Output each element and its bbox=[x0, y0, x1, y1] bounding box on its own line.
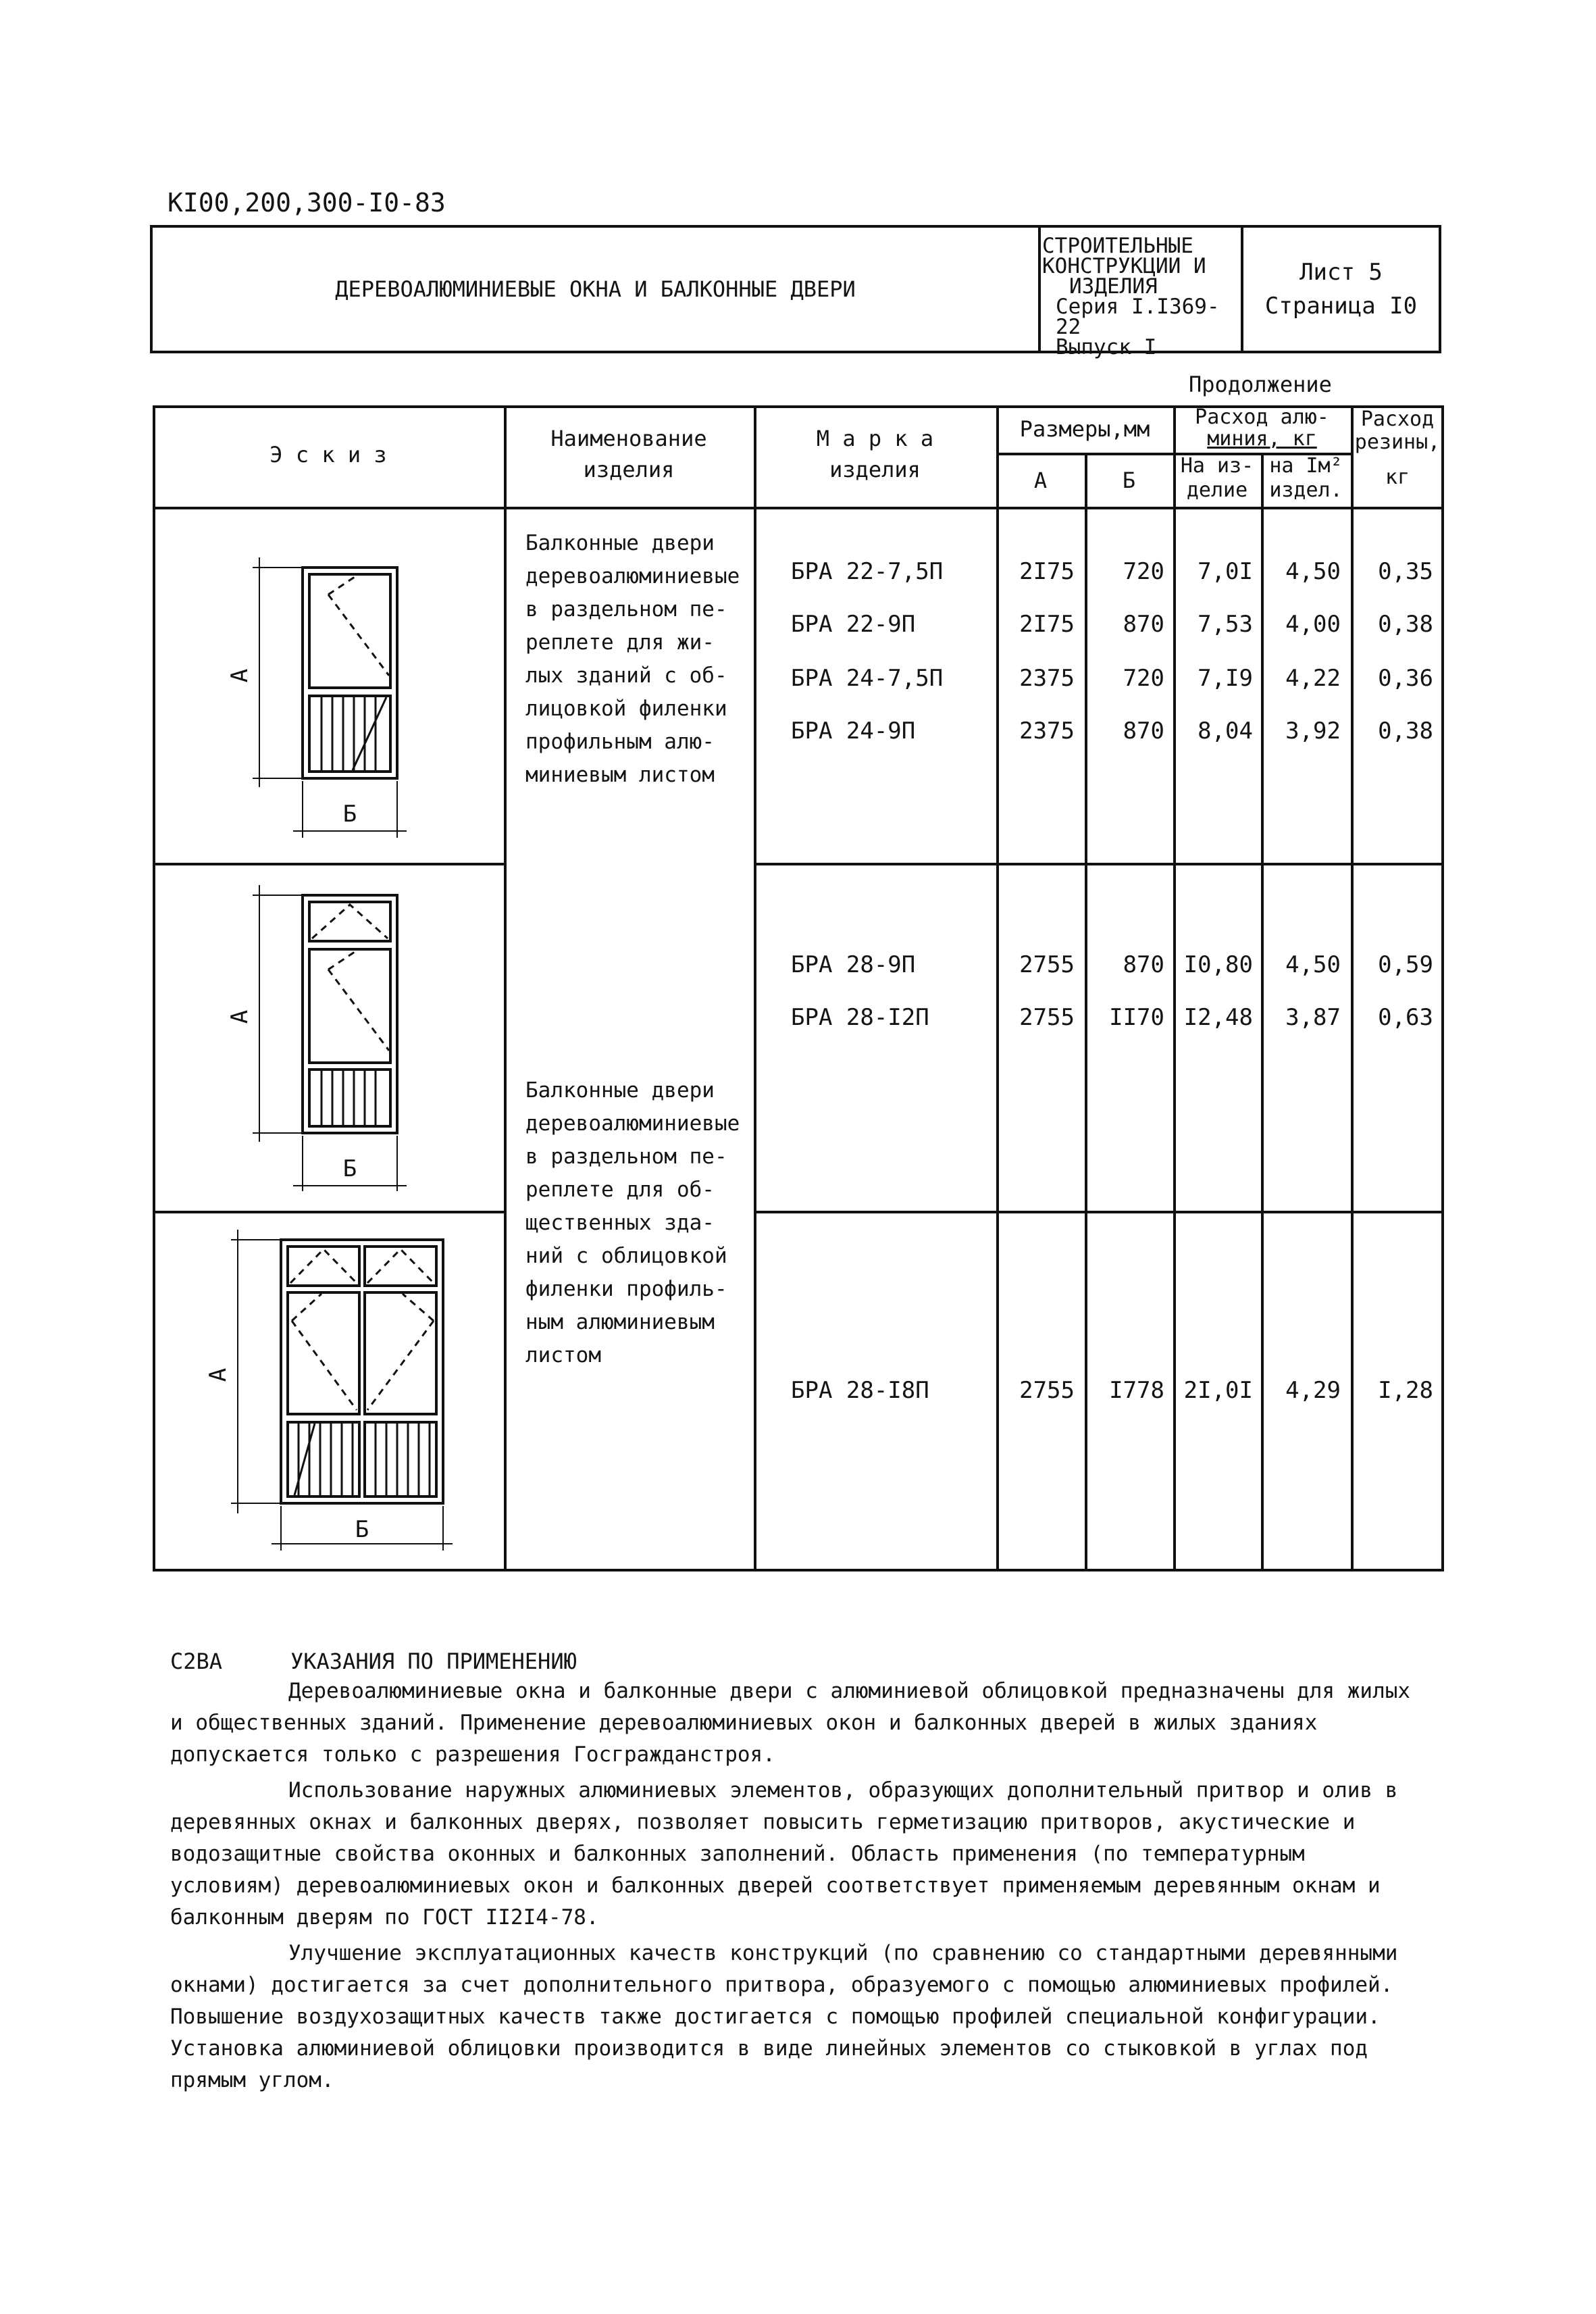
row-alu-item: 2I,0I bbox=[1183, 1377, 1253, 1404]
products-table bbox=[153, 405, 1444, 1571]
series-line: КОНСТРУКЦИИ И bbox=[1042, 254, 1206, 278]
row-alu-m2: 4,50 bbox=[1285, 951, 1341, 978]
row-rubber: 0,38 bbox=[1378, 611, 1433, 638]
instruction-paragraph: Использование наружных алюминиевых элементов, образующих дополнительный притвор и олив в деревянных окнах и балконных дверях, позволяет повысить герметизацию притворов, акустические и водозащитные свойства оконных и балконных заполнений. Область применения (по температурным условиям) деревоалюминиевых окон и балконных дверей соответствует применяемым деревянным окнам и балконным дверям по ГОСТ II2I4-78. bbox=[170, 1778, 1398, 1930]
row-size-a: 2755 bbox=[1019, 1377, 1075, 1404]
header-size-a: А bbox=[1033, 468, 1048, 493]
group1-name bbox=[525, 527, 755, 792]
name-line: ний с облицовкой bbox=[525, 1244, 727, 1268]
name-line: филенки профиль- bbox=[525, 1277, 727, 1301]
row-rubber: 0,59 bbox=[1378, 951, 1433, 978]
footer-code: С2ВА bbox=[170, 1649, 223, 1674]
row-rubber: 0,63 bbox=[1378, 1004, 1433, 1031]
row-size-b: 870 bbox=[1123, 718, 1164, 745]
name-line: листом bbox=[525, 1343, 601, 1367]
row-rubber: 0,36 bbox=[1378, 665, 1433, 692]
row-mark: БРА 24-9П bbox=[791, 718, 916, 745]
series-block bbox=[1038, 228, 1243, 359]
row-mark: БРА 28-9П bbox=[791, 951, 916, 978]
row-size-b: 720 bbox=[1123, 558, 1164, 585]
table-divider bbox=[153, 863, 504, 865]
name-line: реплете для об- bbox=[525, 1178, 715, 1202]
name-line: ным алюминиевым bbox=[525, 1310, 715, 1334]
instruction-paragraph: Улучшение эксплуатационных качеств конструкций (по сравнению со стандартными деревянными окнами) достигается за счет дополнительного притвора, образуемого с помощью алюминиевых профилей. Повышение воздухозащитных качеств также достигается с помощью профилей специальной конфигурации. Установка алюминиевой облицовки производится в виде линейных элементов со стыковкой в углах под прямым углом. bbox=[170, 1941, 1398, 2092]
sketch-label-b: Б bbox=[355, 1516, 369, 1543]
group2-name bbox=[525, 1074, 755, 1372]
header-stamp bbox=[150, 225, 1441, 359]
row-alu-item: 7,I9 bbox=[1198, 665, 1253, 692]
sketch-label-b: Б bbox=[342, 801, 357, 828]
page-number: Страница I0 bbox=[1264, 293, 1418, 320]
header-name bbox=[504, 423, 754, 485]
row-alu-m2: 4,00 bbox=[1285, 611, 1341, 638]
sketch-label-b: Б bbox=[342, 1155, 357, 1182]
name-line: реплете для жи- bbox=[525, 630, 715, 655]
row-size-b: 870 bbox=[1123, 611, 1164, 638]
header-name-line: изделия bbox=[583, 457, 675, 482]
header-sizes: Размеры,мм bbox=[1019, 416, 1150, 442]
name-line: профильным алю- bbox=[525, 730, 715, 754]
row-mark: БРА 28-I2П bbox=[791, 1004, 929, 1031]
header-rubber bbox=[1351, 408, 1444, 489]
header-alu-m2-line: на Iм² bbox=[1269, 454, 1343, 478]
row-alu-item: 7,0I bbox=[1198, 558, 1253, 585]
series-line: Серия I.I369-22 bbox=[1056, 295, 1220, 339]
row-alu-m2: 4,29 bbox=[1285, 1377, 1341, 1404]
row-size-b: II70 bbox=[1109, 1004, 1164, 1031]
table-divider bbox=[754, 863, 1444, 865]
name-line: в раздельном пе- bbox=[525, 1145, 727, 1169]
header-rubber-line: Расход bbox=[1360, 407, 1435, 431]
header-alu-line: миния, кг bbox=[1207, 427, 1317, 451]
header-size-b: Б bbox=[1122, 468, 1136, 493]
sketch-label-a: А bbox=[205, 1367, 232, 1382]
header-rubber-line: резины, bbox=[1354, 430, 1441, 454]
door-sketch-2 bbox=[220, 882, 443, 1199]
header-mark bbox=[754, 423, 996, 485]
series-line: Выпуск I bbox=[1056, 335, 1157, 359]
row-size-b: I778 bbox=[1109, 1377, 1164, 1404]
row-alu-m2: 3,92 bbox=[1285, 718, 1341, 745]
header-sketch: Э с к и з bbox=[269, 442, 387, 468]
row-alu-m2: 4,50 bbox=[1285, 558, 1341, 585]
header-alu bbox=[1173, 407, 1351, 450]
sketch-label-a: А bbox=[226, 1009, 253, 1024]
sheet-number: Лист 5 bbox=[1299, 259, 1383, 286]
instructions-text bbox=[170, 1676, 1426, 2096]
name-line: Балконные двери bbox=[525, 1078, 715, 1103]
table-divider bbox=[153, 1211, 504, 1213]
header-mark-line: М а р к а bbox=[816, 426, 934, 451]
row-rubber: 0,38 bbox=[1378, 718, 1433, 745]
header-alu-item-line: делие bbox=[1186, 478, 1248, 502]
table-divider bbox=[504, 405, 507, 1571]
name-line: Балконные двери bbox=[525, 531, 715, 555]
header-alu-item-line: На из- bbox=[1180, 454, 1254, 478]
row-size-b: 720 bbox=[1123, 665, 1164, 692]
row-mark: БРА 22-7,5П bbox=[791, 558, 944, 585]
name-line: деревоалюминиевые bbox=[525, 564, 740, 588]
row-alu-m2: 3,87 bbox=[1285, 1004, 1341, 1031]
name-line: щественных зда- bbox=[525, 1211, 715, 1235]
row-alu-m2: 4,22 bbox=[1285, 665, 1341, 692]
series-line: СТРОИТЕЛЬНЫЕ bbox=[1042, 234, 1193, 258]
footer-title: УКАЗАНИЯ ПО ПРИМЕНЕНИЮ bbox=[290, 1649, 577, 1674]
name-line: миниевым листом bbox=[525, 763, 715, 787]
row-size-a: 2I75 bbox=[1019, 611, 1075, 638]
name-line: лых зданий с об- bbox=[525, 663, 727, 688]
row-alu-item: 7,53 bbox=[1198, 611, 1253, 638]
row-size-a: 2I75 bbox=[1019, 558, 1075, 585]
series-line: ИЗДЕЛИЯ bbox=[1069, 274, 1158, 299]
header-mark-line: изделия bbox=[829, 457, 921, 482]
sketch-label-a: А bbox=[226, 668, 253, 683]
header-alu-line: Расход алю- bbox=[1195, 405, 1329, 429]
row-size-a: 2755 bbox=[1019, 1004, 1075, 1031]
header-alu-item bbox=[1173, 454, 1261, 503]
door-sketch-1 bbox=[220, 554, 443, 845]
row-alu-item: I0,80 bbox=[1183, 951, 1253, 978]
row-size-a: 2375 bbox=[1019, 718, 1075, 745]
name-line: в раздельном пе- bbox=[525, 597, 727, 622]
header-alu-m2-line: издел. bbox=[1269, 478, 1343, 502]
row-alu-item: I2,48 bbox=[1183, 1004, 1253, 1031]
table-divider bbox=[754, 1211, 1444, 1213]
header-rubber-line: кг bbox=[1385, 466, 1410, 489]
row-size-a: 2375 bbox=[1019, 665, 1075, 692]
continuation-label: Продолжение bbox=[1189, 372, 1332, 397]
document-title: ДЕРЕВОАЛЮМИНИЕВЫЕ ОКНА И БАЛКОННЫЕ ДВЕРИ bbox=[153, 228, 1041, 351]
name-line: деревоалюминиевые bbox=[525, 1111, 740, 1136]
row-size-b: 870 bbox=[1123, 951, 1164, 978]
row-mark: БРА 24-7,5П bbox=[791, 665, 944, 692]
row-mark: БРА 28-I8П bbox=[791, 1377, 929, 1404]
instruction-paragraph: Деревоалюминиевые окна и балконные двери с алюминиевой облицовкой предназначены для жилых и общественных зданий. Применение деревоалюминиевых окон и балконных дверей в жилых зданиях допускается только с разрешения Госгражданстроя. bbox=[170, 1679, 1411, 1767]
row-mark: БРА 22-9П bbox=[791, 611, 916, 638]
header-name-line: Наименование bbox=[550, 426, 707, 451]
row-alu-item: 8,04 bbox=[1198, 718, 1253, 745]
row-size-a: 2755 bbox=[1019, 951, 1075, 978]
row-rubber: I,28 bbox=[1378, 1377, 1433, 1404]
sheet-page-block bbox=[1243, 228, 1439, 351]
header-alu-m2 bbox=[1261, 454, 1351, 503]
door-sketch-3 bbox=[186, 1219, 477, 1557]
row-rubber: 0,35 bbox=[1378, 558, 1433, 585]
name-line: лицовкой филенки bbox=[525, 697, 727, 721]
table-divider bbox=[153, 507, 1444, 509]
document-number: КI00,200,300-I0-83 bbox=[168, 188, 446, 218]
